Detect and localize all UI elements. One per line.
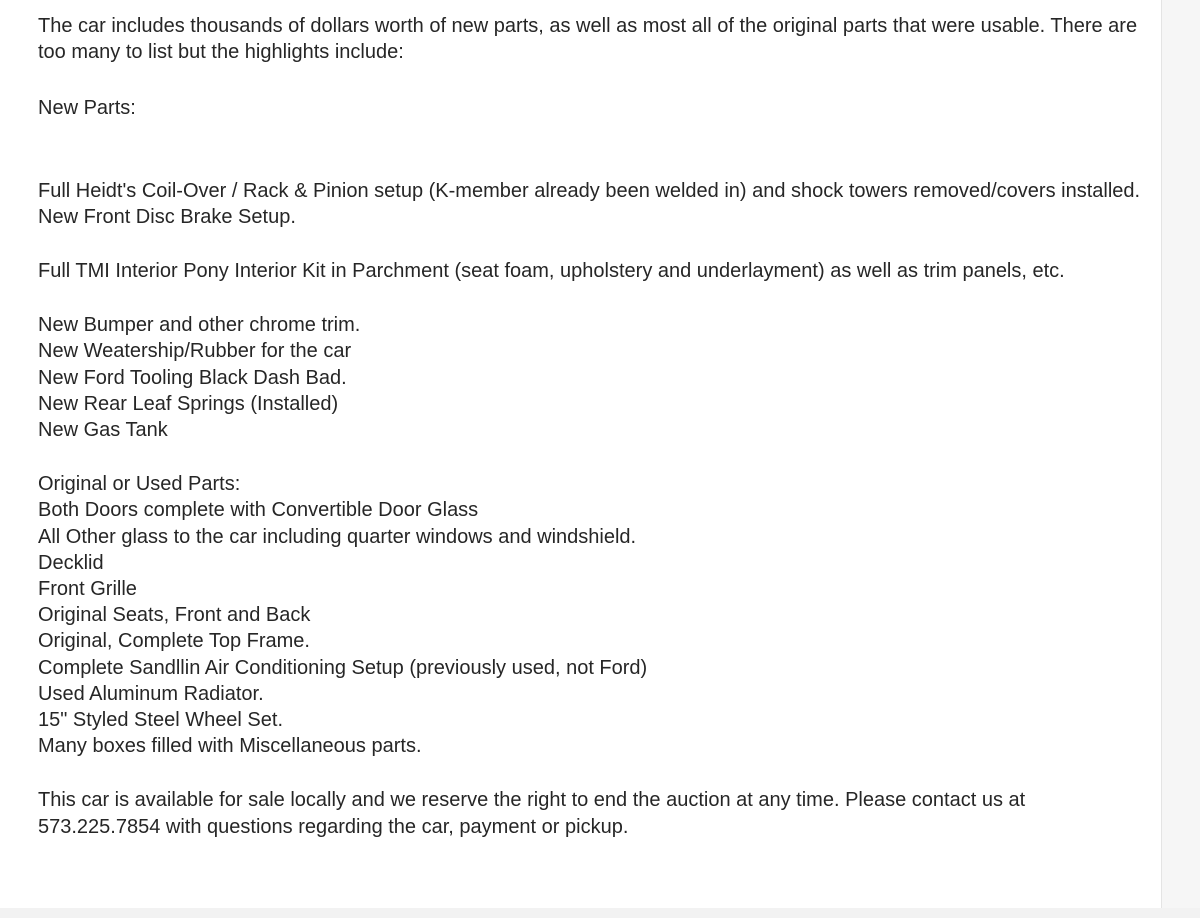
- new-parts-heading: New Parts:: [38, 97, 136, 120]
- spacer: [38, 65, 1148, 95]
- page-bottom-edge: [0, 908, 1200, 918]
- used-parts-section: [38, 471, 1148, 759]
- list-item: Decklid: [38, 551, 104, 574]
- list-item: Front Grille: [38, 578, 137, 601]
- list-item: New Bumper and other chrome trim.: [38, 314, 361, 337]
- spacer: [38, 443, 1148, 471]
- spacer: [38, 230, 1148, 258]
- listing-description: [38, 13, 1148, 840]
- list-item: New Front Disc Brake Setup.: [38, 205, 296, 228]
- list-item: All Other glass to the car including quarter windows and windshield.: [38, 525, 637, 548]
- list-item: Complete Sandllin Air Conditioning Setup (previously used, not Ford): [38, 656, 648, 679]
- list-item: New Ford Tooling Black Dash Bad.: [38, 366, 347, 389]
- new-parts-list-1: [38, 178, 1148, 230]
- interior-kit-paragraph: Full TMI Interior Pony Interior Kit in Parchment (seat foam, upholstery and underlayment) as well as trim panels, etc.: [38, 260, 1065, 283]
- used-parts-heading: Original or Used Parts:: [38, 473, 241, 496]
- list-item: Original, Complete Top Frame.: [38, 630, 310, 653]
- intro-paragraph: The car includes thousands of dollars worth of new parts, as well as most all of the original parts that were usable. There are too many to list but the highlights include:: [38, 15, 1138, 64]
- spacer: [38, 284, 1148, 312]
- list-item: Full Heidt's Coil-Over / Rack & Pinion setup (K-member already been welded in) and shock towers removed/covers installed.: [38, 179, 1141, 202]
- new-parts-list-2: [38, 312, 1148, 443]
- list-item: 15" Styled Steel Wheel Set.: [38, 709, 284, 732]
- list-item: New Gas Tank: [38, 419, 168, 442]
- list-item: Many boxes filled with Miscellaneous parts.: [38, 735, 422, 758]
- list-item: Both Doors complete with Convertible Door Glass: [38, 499, 479, 522]
- list-item: Original Seats, Front and Back: [38, 604, 311, 627]
- list-item: New Weatership/Rubber for the car: [38, 340, 352, 363]
- list-item: Used Aluminum Radiator.: [38, 682, 264, 705]
- spacer: [38, 122, 1148, 178]
- list-item: New Rear Leaf Springs (Installed): [38, 392, 339, 415]
- closing-paragraph: This car is available for sale locally and we reserve the right to end the auction at any time. Please contact us at 573.225.7854 with questions regarding the car, payment or pickup.: [38, 789, 1026, 838]
- spacer: [38, 759, 1148, 787]
